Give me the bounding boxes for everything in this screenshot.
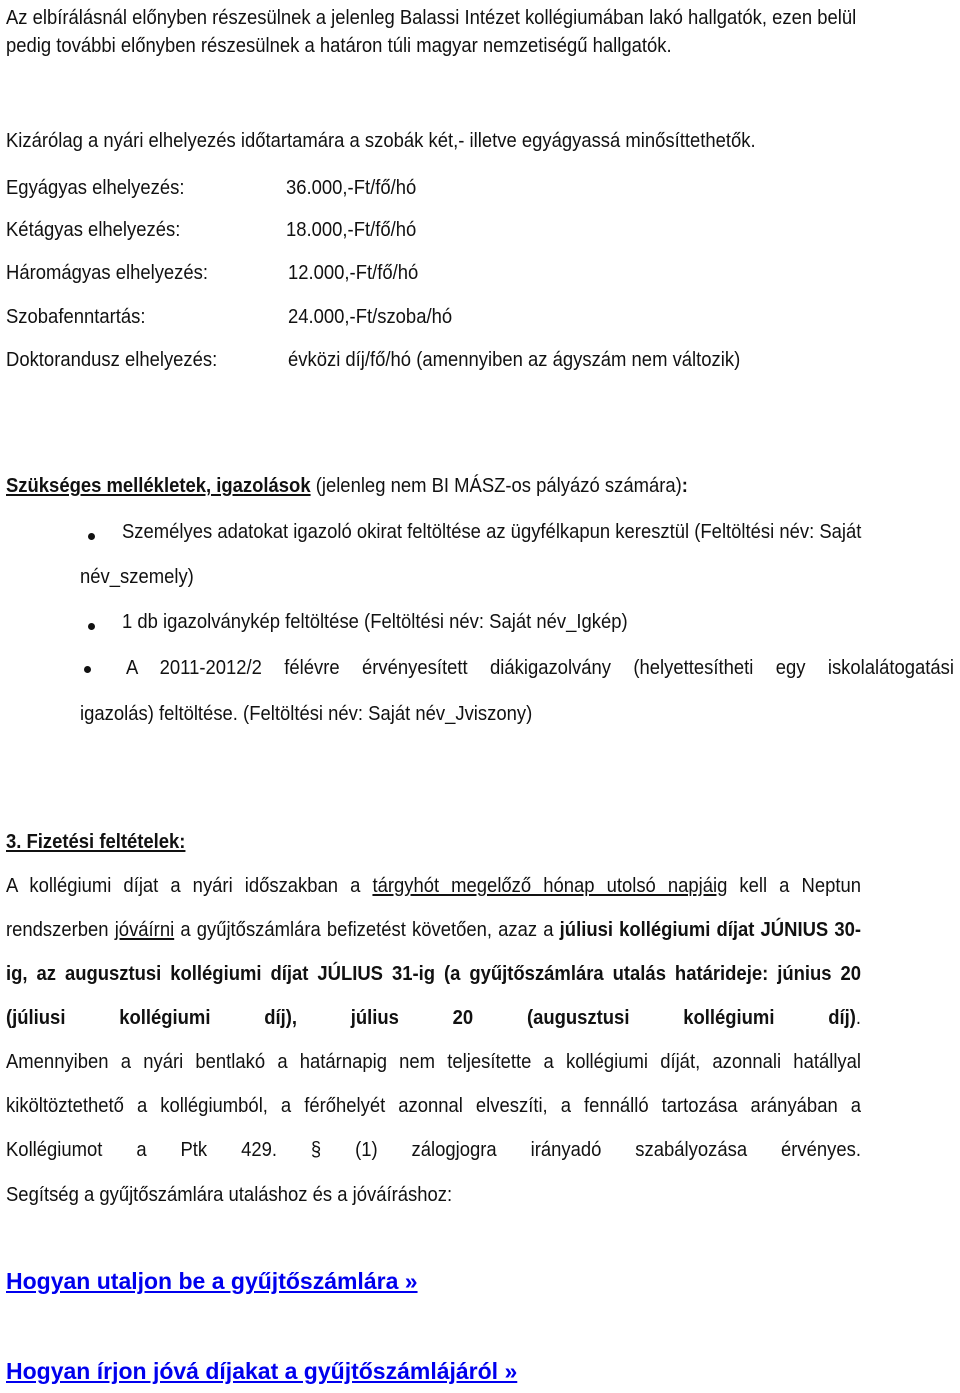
attachments-heading <box>6 472 688 500</box>
link-credit-howto[interactable]: Hogyan írjon jóvá díjakat a gyűjtőszámlájáról » <box>6 1358 518 1384</box>
rate-row-double <box>6 216 956 244</box>
rate-row-single <box>6 174 956 202</box>
rate-value: 18.000,-Ft/fő/hó <box>286 218 417 241</box>
rate-row-room-maintenance <box>6 303 956 331</box>
link-transfer-howto[interactable]: Hogyan utaljon be a gyűjtőszámlára » <box>6 1268 418 1294</box>
payment-deadline-underlined: tárgyhót megelőző hónap utolsó napjáig <box>372 874 728 897</box>
list-item-text: 1 db igazolványkép feltöltése (Feltöltési név: Saját név_Igkép) <box>122 610 628 633</box>
bullet-icon <box>84 666 91 673</box>
payment-paragraph-1 <box>6 864 861 1040</box>
payment-text: . <box>855 1006 861 1029</box>
payment-help-text: Segítség a gyűjtőszámlára utaláshoz és a jóváíráshoz: <box>6 1183 453 1206</box>
bullet-icon <box>88 533 95 540</box>
list-item-continuation: név_szemely) <box>80 565 194 588</box>
attachments-heading-colon: : <box>681 474 688 497</box>
payment-text: a gyűjtőszámlára befizetést követően, azaz a <box>174 918 560 941</box>
rate-value: évközi díj/fő/hó (amennyiben az ágyszám nem változik) <box>288 348 741 371</box>
rate-label: Egyágyas elhelyezés: <box>6 176 185 199</box>
list-item-continuation: igazolás) feltöltése. (Feltöltési név: Saját név_Jviszony) <box>80 702 533 725</box>
rate-label: Doktorandusz elhelyezés: <box>6 348 218 371</box>
rate-label: Háromágyas elhelyezés: <box>6 261 209 284</box>
room-conversion-note: Kizárólag a nyári elhelyezés időtartamára a szobák két,- illetve egyágyassá minősíttethetők. <box>6 129 756 152</box>
list-item-text: Személyes adatokat igazoló okirat feltöltése az ügyfélkapun keresztül (Feltöltési név: Saját <box>122 520 862 543</box>
attachments-heading-title: Szükséges mellékletek, igazolások <box>6 474 311 497</box>
intro-line-2: pedig további előnyben részesülnek a határon túli magyar nemzetiségű hallgatók. <box>6 34 672 57</box>
payment-credit-underlined: jóváírni <box>114 918 175 941</box>
intro-paragraph <box>6 4 951 60</box>
rate-row-doctoral <box>6 346 956 374</box>
payment-text: A kollégiumi díjat a nyári időszakban a <box>6 874 373 897</box>
payment-heading <box>6 828 185 856</box>
rate-value: 12.000,-Ft/fő/hó <box>288 261 419 284</box>
payment-text: kell a Neptun rendszerben <box>6 874 861 941</box>
rate-row-triple <box>6 259 956 287</box>
payment-paragraph-2: Amennyiben a nyári bentlakó a határnapig nem teljesítette a kollégiumi díját, azonnali hatállyal kiköltöztethető a kollégiumból, a férőhelyét azonnal elveszíti, a fennálló tartozása arányában a Kollégiumot a Ptk 429. § (1) zálogjogra irányadó szabályozása érvényes. <box>6 1050 861 1161</box>
rate-value: 24.000,-Ft/szoba/hó <box>288 305 453 328</box>
payment-heading-text: 3. Fizetési feltételek: <box>6 830 186 853</box>
bullet-icon <box>88 623 95 630</box>
payment-deadlines-bold: júliusi kollégiumi díjat JÚNIUS 30-ig, az augusztusi kollégiumi díjat JÚLIUS 31-ig (a gyűjtőszámlára utalás határideje: június 20 (júliusi kollégiumi díj), július 20 (augusztusi kollégiumi díj) <box>6 918 861 1029</box>
intro-line-1: Az elbírálásnál előnyben részesülnek a jelenleg Balassi Intézet kollégiumában lakó hallgatók, ezen belül <box>6 6 857 29</box>
rate-value: 36.000,-Ft/fő/hó <box>286 176 417 199</box>
list-item-text: A 2011-2012/2 félévre érvényesített diákigazolvány (helyettesítheti egy iskolalátogatási <box>126 656 954 679</box>
rate-label: Kétágyas elhelyezés: <box>6 218 181 241</box>
attachments-heading-note: (jelenleg nem BI MÁSZ-os pályázó számára) <box>310 474 682 497</box>
rate-label: Szobafenntartás: <box>6 305 146 328</box>
